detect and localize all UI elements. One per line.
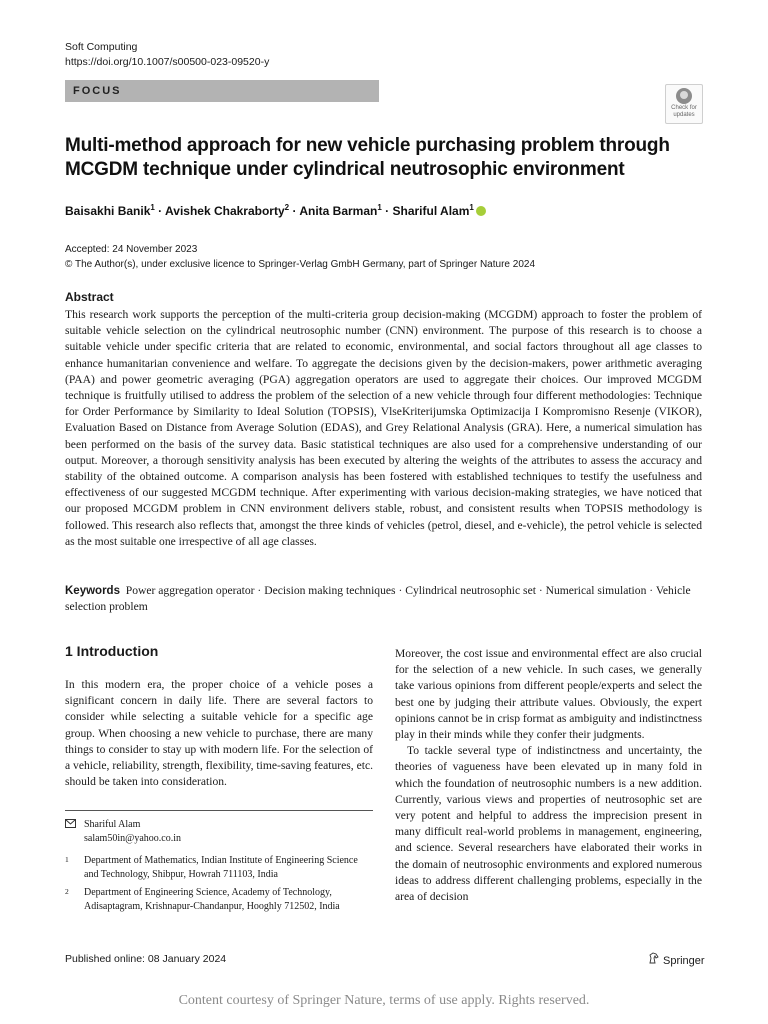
author-separator: · <box>381 204 393 218</box>
abstract-text: This research work supports the perception of the multi-criteria group decision-making (MCGDM) approach to foster the problem of suitable vehicle selection on the cylindrical neutrosophic number (CNN) environment. The purpose of this research is to choose a suitable vehicle under specific criteria that are related to economic, environmental, and social factors throughout all age classes to enhance humanitarian convenience and welfare. To aggregate the decisions given by the decision-makers, power arithmetic averaging (PAA) and power geometric averaging (PGA) aggregation operators are used to aggregate their choices. Our improved MCGDM technique is fruitfully utilised to address the problem of the selection of a new vehicle through four different methodologies: Technique for Order Performance by Similarity to Ideal Solution (TOPSIS), VlseKriterijumska Optimizacija I Kompromisno Resenje (VIKOR), Evaluation Based on Distance from Average Solution (EDAS), and Grey Relational Analysis (GRA). Here, a numerical simulation has been performed on the basis of the survey data. Basic statistical techniques are also used for a comprehensive understanding of our output. Moreover, a thorough sensitivity analysis has been executed by altering the weights of the attributes to assess the accuracy and stability of the obtained outcome. A comparison analysis has been fostered with established techniques to testify the usefulness and effectiveness of our suggested MCGDM technique. After experimenting with various decision-making strategies, we have noticed that our proposed MCGDM problem in CNN environment delivers stable, robust, and consistent results when TOPSIS methodology is followed. This research also reflects that, amongst the three kinds of vehicles (petrol, diesel, and e-vehicle), the petrol vehicle is selected as the most suitable one irrespective of all age classes. <box>65 308 702 548</box>
affiliation <box>65 886 373 913</box>
keywords-label: Keywords <box>65 585 120 597</box>
published-date: Published online: 08 January 2024 <box>65 953 227 965</box>
abstract-heading: Abstract <box>65 290 114 304</box>
author-name[interactable]: Shariful Alam <box>392 204 470 218</box>
affiliation-text: Department of Engineering Science, Academy of Technology, Adisaptagram, Krishnapur-Chandanpur, Hooghly 712502, India <box>84 887 340 912</box>
courtesy-notice: Content courtesy of Springer Nature, terms of use apply. Rights reserved. <box>178 993 590 1008</box>
paper-title: Multi-method approach for new vehicle purchasing problem through MCGDM technique under cylindrical neutrosophic environment <box>65 135 670 180</box>
affiliation-number: 1 <box>65 855 69 864</box>
affiliation <box>65 854 373 881</box>
author-separator: · <box>289 204 300 218</box>
check-for-updates-badge[interactable] <box>665 84 703 124</box>
keywords-list: Power aggregation operator · Decision making techniques · Cylindrical neutrosophic set · Numerical simulation · Vehicle selection problem <box>65 584 691 614</box>
intro-paragraph: Moreover, the cost issue and environmental effect are also crucial for the selection of a new vehicle. In such cases, we generally take various opinions from different people/experts and select the best one by judging their attribute values. Obviously, the expert opinions cannot be in crisp format as ambiguity and indistinctness play in their minds while they confer their judgments. <box>395 647 702 742</box>
author-affiliation-marker: 2 <box>284 203 290 212</box>
author-affiliation-marker: 1 <box>469 203 474 212</box>
check-for-updates-icon <box>676 88 692 104</box>
publisher-logo[interactable] <box>648 952 705 967</box>
journal-header <box>65 40 269 70</box>
correspondence-note <box>65 818 181 846</box>
orcid-icon[interactable] <box>476 206 486 216</box>
journal-name: Soft Computing <box>65 41 138 53</box>
doi-link[interactable]: https://doi.org/10.1007/s00500-023-09520-y <box>65 56 270 68</box>
author-name[interactable]: Avishek Chakraborty <box>165 204 285 218</box>
intro-right-column <box>395 646 702 905</box>
author-name[interactable]: Anita Barman <box>299 204 378 218</box>
intro-paragraph: To tackle several type of indistinctness and uncertainty, the theories of vagueness have been elevated up in many fold in which the foundation of neutrosophic numbers is a new addition. Currently, various views and properties of neutrosophic set are very potent and helpful to address the imprecision present in many difficult real-world problems in management, engineering, and science. Several researchers have elaborated their works in the domain of neutrosophic environments and explored numerous ideas to address different challenging problems, especially in the area of decision <box>395 744 702 904</box>
intro-left-column: In this modern era, the proper choice of a vehicle poses a significant concern in daily life. There are several factors to consider while selecting a suitable vehicle for a specific age group. When choosing a new vehicle to purchase, there are many things to consider to stay up with modern life. For the selection of a vehicle, reliability, strength, flexibility, time-saving features, etc. should be taken into consideration. <box>65 678 373 789</box>
springer-horse-icon <box>648 952 660 967</box>
correspondence-name: Shariful Alam <box>84 819 141 830</box>
author-name[interactable]: Baisakhi Banik <box>65 204 151 218</box>
section-heading: 1 Introduction <box>65 643 159 659</box>
author-affiliation-marker: 1 <box>377 203 382 212</box>
section-tag: FOCUS <box>73 85 122 97</box>
correspondence-email[interactable]: salam50in@yahoo.co.in <box>84 833 181 844</box>
keywords-block <box>65 583 705 615</box>
footnote-divider <box>65 810 373 811</box>
check-for-updates-line1: Check for <box>671 105 697 111</box>
article-dates <box>65 242 535 272</box>
copyright-notice: © The Author(s), under exclusive licence to Springer-Verlag GmbH Germany, part of Springer Nature 2024 <box>65 259 535 270</box>
publisher-name: Springer <box>663 955 705 967</box>
author-affiliation-marker: 1 <box>150 203 155 212</box>
section-tag-bar <box>65 80 379 102</box>
envelope-icon <box>65 819 76 833</box>
affiliation-text: Department of Mathematics, Indian Institute of Engineering Science and Technology, Shibpur, Howrah 711103, India <box>84 855 358 880</box>
check-for-updates-line2: updates <box>673 112 695 118</box>
author-separator: · <box>154 204 166 218</box>
affiliation-number: 2 <box>65 887 69 896</box>
author-list <box>65 203 486 218</box>
accepted-date: Accepted: 24 November 2023 <box>65 244 198 255</box>
